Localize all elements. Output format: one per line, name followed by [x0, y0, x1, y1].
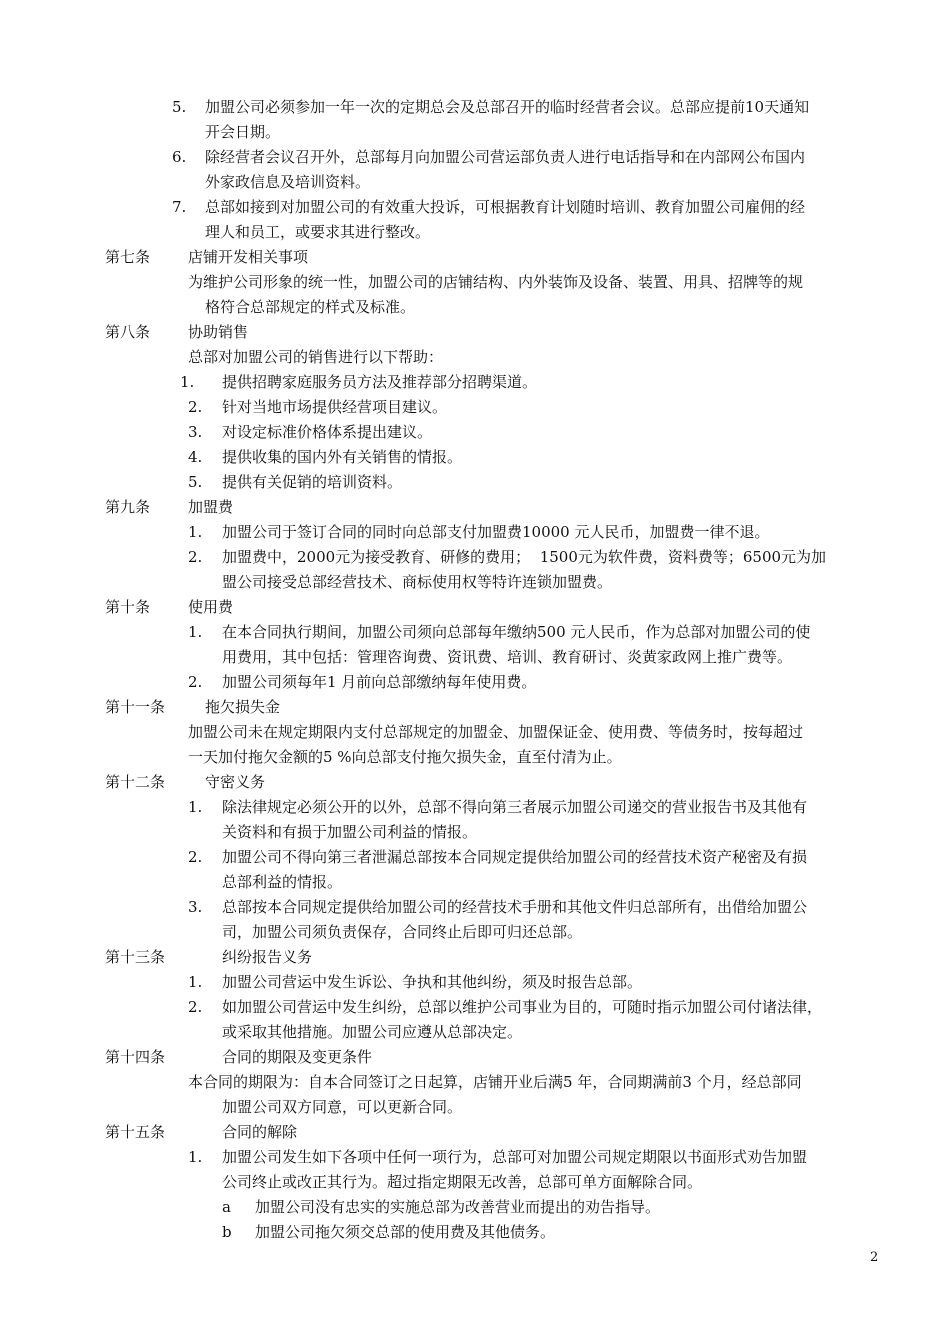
item-text: 加盟公司营运中发生诉讼、争执和其他纠纷，须及时报告总部。 [222, 973, 643, 991]
paragraph-text: 格符合总部规定的样式及标准。 [205, 298, 416, 316]
item-text: 除法律规定必须公开的以外，总部不得向第三者展示加盟公司递交的营业报告书及其他有 [222, 798, 808, 816]
article-heading: 店铺开发相关事项 [188, 248, 309, 266]
item-number: 1. [188, 623, 203, 641]
item-text: 盟公司接受总部经营技术、商标使用权等特许连锁加盟费。 [222, 573, 613, 591]
item-text: 针对当地市场提供经营项目建议。 [222, 398, 448, 416]
item-number: 4. [188, 448, 203, 466]
item-text: 提供招聘家庭服务员方法及推荐部分招聘渠道。 [222, 373, 538, 391]
item-text: 如加盟公司营运中发生纠纷，总部以维护公司事业为目的，可随时指示加盟公司付诸法律， [222, 998, 823, 1016]
article-label: 第九条 [105, 498, 151, 516]
item-text: 公司终止或改正其行为。超过指定期限无改善，总部可单方面解除合同。 [222, 1173, 703, 1191]
paragraph-text: 加盟公司双方同意，可以更新合同。 [222, 1098, 463, 1116]
item-number: 6. [172, 148, 187, 166]
sub-item-text: 加盟公司没有忠实的实施总部为改善营业而提出的劝告指导。 [255, 1198, 661, 1216]
item-number: 2. [188, 848, 203, 866]
item-text: 加盟公司须每年1 月前向总部缴纳每年使用费。 [222, 673, 537, 691]
paragraph-text: 一天加付拖欠金额的5 %向总部支付拖欠损失金，直至付清为止。 [188, 748, 622, 766]
article-heading: 拖欠损失金 [205, 698, 281, 716]
item-text: 总部按本合同规定提供给加盟公司的经营技术手册和其他文件归总部所有，出借给加盟公 [222, 898, 808, 916]
article-heading: 使用费 [188, 598, 234, 616]
item-number: 5. [188, 473, 203, 491]
paragraph-text: 为维护公司形象的统一性，加盟公司的店铺结构、内外装饰及设备、装置、用具、招牌等的规 [188, 273, 804, 291]
article-heading: 合同的解除 [222, 1123, 298, 1141]
item-number: 3. [188, 898, 203, 916]
item-number: 3. [188, 423, 203, 441]
item-text: 外家政信息及培训资料。 [205, 173, 371, 191]
item-number: 5. [172, 98, 187, 116]
article-label: 第十四条 [105, 1048, 166, 1066]
sub-item-text: 加盟公司拖欠须交总部的使用费及其他债务。 [255, 1223, 556, 1241]
item-text: 总部利益的情报。 [222, 873, 343, 891]
item-text: 提供收集的国内外有关销售的情报。 [222, 448, 463, 466]
item-text: 用费用，其中包括：管理咨询费、资讯费、培训、教育研讨、炎黄家政网上推广费等。 [222, 648, 793, 666]
item-number: 7. [172, 198, 187, 216]
item-text: 开会日期。 [205, 123, 281, 141]
item-text: 除经营者会议召开外，总部每月向加盟公司营运部负责人进行电话指导和在内部网公布国内 [205, 148, 806, 166]
item-text: 加盟费中，2000元为接受教育、研修的费用； 1500元为软件费，资料费等；6500元为加 [222, 548, 827, 566]
item-text: 对设定标准价格体系提出建议。 [222, 423, 433, 441]
sub-item-letter: b [222, 1223, 232, 1241]
item-text: 司，加盟公司须负责保存，合同终止后即可归还总部。 [222, 923, 583, 941]
item-text: 加盟公司发生如下各项中任何一项行为，总部可对加盟公司规定期限以书面形式劝告加盟 [222, 1148, 808, 1166]
article-label: 第十二条 [105, 773, 166, 791]
item-text: 关资料和有损于加盟公司利益的情报。 [222, 823, 478, 841]
item-text: 加盟公司于签订合同的同时向总部支付加盟费10000 元人民币，加盟费一律不退。 [222, 523, 770, 541]
article-heading: 合同的期限及变更条件 [222, 1048, 373, 1066]
item-number: 2. [188, 998, 203, 1016]
item-number: 1. [180, 373, 195, 391]
article-label: 第八条 [105, 323, 151, 341]
item-number: 1. [188, 973, 203, 991]
item-text: 在本合同执行期间，加盟公司须向总部每年缴纳500 元人民币，作为总部对加盟公司的使 [222, 623, 811, 641]
article-heading: 守密义务 [205, 773, 266, 791]
article-heading: 纠纷报告义务 [222, 948, 313, 966]
article-label: 第十三条 [105, 948, 166, 966]
paragraph-text: 本合同的期限为：自本合同签订之日起算，店铺开业后满5 年，合同期满前3 个月，经总部同 [188, 1073, 802, 1091]
item-text: 加盟公司必须参加一年一次的定期总会及总部召开的临时经营者会议。总部应提前10天通知 [205, 98, 810, 116]
item-number: 2. [188, 398, 203, 416]
article-label: 第十五条 [105, 1123, 166, 1141]
page-number: 2 [870, 1250, 879, 1265]
article-heading: 协助销售 [188, 323, 249, 341]
article-heading: 加盟费 [188, 498, 234, 516]
article-label: 第十条 [105, 598, 151, 616]
paragraph-text: 加盟公司未在规定期限内支付总部规定的加盟金、加盟保证金、使用费、等债务时，按每超过 [188, 723, 804, 741]
item-text: 理人和员工，或要求其进行整改。 [205, 223, 431, 241]
item-number: 2. [188, 673, 203, 691]
item-text: 加盟公司不得向第三者泄漏总部按本合同规定提供给加盟公司的经营技术资产秘密及有损 [222, 848, 808, 866]
item-text: 或采取其他措施。加盟公司应遵从总部决定。 [222, 1023, 523, 1041]
article-label: 第七条 [105, 248, 151, 266]
sub-item-letter: a [222, 1198, 231, 1216]
item-text: 提供有关促销的培训资料。 [222, 473, 403, 491]
article-label: 第十一条 [105, 698, 166, 716]
item-number: 1. [188, 523, 203, 541]
item-number: 1. [188, 1148, 203, 1166]
item-number: 2. [188, 548, 203, 566]
paragraph-text: 总部对加盟公司的销售进行以下帮助： [188, 348, 444, 366]
item-text: 总部如接到对加盟公司的有效重大投诉，可根据教育计划随时培训、教育加盟公司雇佣的经 [205, 198, 806, 216]
item-number: 1. [188, 798, 203, 816]
